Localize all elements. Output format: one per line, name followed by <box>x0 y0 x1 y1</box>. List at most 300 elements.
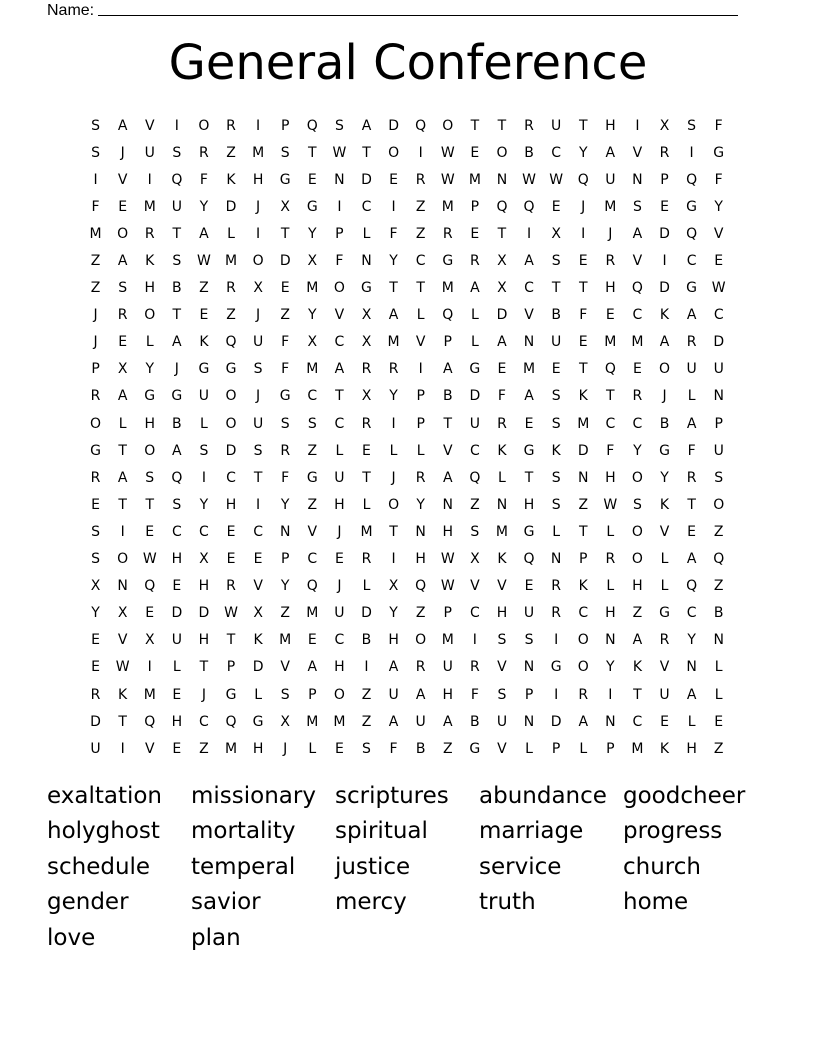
word-list-item: spiritual <box>335 818 428 845</box>
name-underline <box>98 15 738 16</box>
grid-letter: Z <box>361 713 372 730</box>
grid-letter: E <box>91 632 100 649</box>
grid-letter: A <box>117 253 128 270</box>
word-list-item: exaltation <box>47 782 163 809</box>
grid-letter: S <box>632 496 642 513</box>
grid-letter: Q <box>686 225 698 242</box>
grid-letter: Z <box>713 578 724 595</box>
grid-letter: O <box>713 496 725 513</box>
grid-letter: W <box>440 551 455 568</box>
grid-letter: L <box>416 307 425 324</box>
word-list-item: truth <box>479 889 536 916</box>
grid-letter: D <box>388 117 399 134</box>
grid-letter: V <box>659 659 670 676</box>
grid-letter: X <box>361 334 372 351</box>
grid-letter: Q <box>306 117 318 134</box>
grid-letter: F <box>606 442 615 459</box>
grid-letter: U <box>659 686 670 703</box>
grid-letter: Y <box>389 253 398 270</box>
grid-letter: M <box>387 334 400 351</box>
grid-letter: L <box>362 225 371 242</box>
grid-letter: Y <box>633 442 642 459</box>
grid-letter: R <box>361 361 372 378</box>
grid-letter: W <box>440 144 455 161</box>
word-list-item: love <box>47 924 96 951</box>
grid-letter: M <box>306 361 319 378</box>
grid-letter: U <box>551 117 562 134</box>
grid-letter: H <box>388 632 399 649</box>
grid-letter: A <box>497 334 507 351</box>
grid-letter: G <box>469 361 481 378</box>
grid-letter: E <box>605 307 615 324</box>
word-list-item: goodcheer <box>623 782 746 809</box>
grid-letter: N <box>523 659 535 676</box>
grid-letter: T <box>578 361 588 378</box>
grid-letter: S <box>362 740 371 757</box>
grid-letter: Y <box>714 198 723 215</box>
grid-letter: C <box>307 551 318 568</box>
grid-letter: A <box>415 686 426 703</box>
puzzle-title: General Conference <box>168 35 648 91</box>
grid-letter: E <box>307 632 317 649</box>
grid-letter: I <box>337 198 342 215</box>
grid-letter: A <box>117 469 128 486</box>
grid-letter: B <box>659 415 670 432</box>
grid-letter: O <box>631 523 643 540</box>
grid-letter: C <box>632 415 643 432</box>
grid-letter: J <box>256 388 261 405</box>
grid-letter: A <box>524 388 534 405</box>
grid-letter: M <box>468 171 481 188</box>
grid-letter: B <box>415 740 426 757</box>
grid-letter: Q <box>144 713 156 730</box>
grid-letter: J <box>608 225 613 242</box>
grid-letter: O <box>144 307 156 324</box>
grid-letter: M <box>306 280 319 297</box>
grid-letter: A <box>334 361 345 378</box>
grid-letter: O <box>496 144 508 161</box>
grid-letter: F <box>281 469 290 486</box>
grid-letter: E <box>172 686 182 703</box>
grid-letter: M <box>441 632 454 649</box>
grid-letter: F <box>714 171 723 188</box>
grid-letter: W <box>332 144 347 161</box>
grid-letter: P <box>551 740 561 757</box>
grid-letter: R <box>524 117 534 134</box>
grid-letter: Y <box>280 578 290 595</box>
grid-letter: T <box>578 523 588 540</box>
grid-letter: E <box>714 253 724 270</box>
grid-letter: F <box>714 117 723 134</box>
grid-letter: H <box>334 659 345 676</box>
grid-letter: T <box>199 659 209 676</box>
grid-letter: S <box>497 632 507 649</box>
grid-letter: M <box>441 198 454 215</box>
grid-letter: C <box>253 523 263 540</box>
grid-letter: R <box>659 632 670 649</box>
grid-letter: D <box>90 713 101 730</box>
grid-letter: L <box>470 334 479 351</box>
grid-letter: R <box>551 578 561 595</box>
grid-letter: R <box>469 253 480 270</box>
grid-letter: W <box>440 171 455 188</box>
grid-letter: R <box>388 361 399 378</box>
grid-letter: I <box>418 361 423 378</box>
grid-letter: O <box>333 280 345 297</box>
grid-letter: L <box>254 686 263 703</box>
grid-letter: D <box>171 605 183 622</box>
grid-letter: I <box>581 225 586 242</box>
grid-letter: R <box>415 171 426 188</box>
grid-letter: Z <box>280 307 290 324</box>
grid-letter: W <box>142 551 157 568</box>
grid-letter: F <box>281 361 290 378</box>
grid-letter: D <box>225 442 237 459</box>
grid-letter: T <box>335 388 344 405</box>
grid-letter: T <box>524 469 534 486</box>
grid-letter: A <box>524 253 534 270</box>
grid-letter: H <box>415 551 426 568</box>
grid-letter: H <box>171 713 183 730</box>
grid-letter: X <box>90 578 101 595</box>
grid-letter: P <box>606 740 615 757</box>
grid-letter: N <box>496 496 508 513</box>
grid-letter: R <box>90 469 101 486</box>
grid-letter: X <box>659 117 670 134</box>
grid-letter: D <box>496 307 508 324</box>
grid-letter: M <box>279 632 292 649</box>
grid-letter: Y <box>389 388 398 405</box>
grid-letter: R <box>415 659 426 676</box>
grid-letter: Z <box>442 740 453 757</box>
grid-letter: P <box>443 605 452 622</box>
grid-letter: I <box>554 686 559 703</box>
grid-letter: S <box>172 253 182 270</box>
grid-letter: R <box>469 659 480 676</box>
grid-letter: T <box>280 225 290 242</box>
grid-letter: J <box>120 144 125 161</box>
grid-letter: V <box>144 740 155 757</box>
grid-letter: X <box>307 334 318 351</box>
grid-letter: C <box>171 523 182 540</box>
grid-letter: T <box>470 117 480 134</box>
grid-letter: U <box>171 632 182 649</box>
grid-letter: H <box>442 523 454 540</box>
grid-letter: T <box>389 523 398 540</box>
grid-letter: A <box>686 415 697 432</box>
grid-letter: U <box>551 334 562 351</box>
grid-letter: O <box>388 144 400 161</box>
grid-letter: K <box>659 307 670 324</box>
grid-letter: J <box>662 388 667 405</box>
grid-letter: K <box>226 171 236 188</box>
grid-letter: S <box>551 496 561 513</box>
grid-letter: Z <box>470 496 480 513</box>
grid-letter: Y <box>308 225 317 242</box>
grid-letter: Z <box>199 740 209 757</box>
grid-letter: R <box>90 388 101 405</box>
grid-letter: L <box>660 551 669 568</box>
grid-letter: T <box>118 442 127 459</box>
grid-letter: Q <box>225 334 237 351</box>
grid-letter: W <box>197 253 211 270</box>
grid-letter: D <box>659 225 670 242</box>
grid-letter: K <box>551 442 561 459</box>
grid-letter: G <box>686 198 698 215</box>
grid-letter: U <box>388 686 399 703</box>
grid-letter: G <box>252 713 264 730</box>
grid-letter: L <box>470 307 479 324</box>
grid-letter: M <box>604 198 617 215</box>
grid-letter: C <box>578 605 589 622</box>
grid-letter: T <box>633 686 642 703</box>
grid-letter: Q <box>604 361 616 378</box>
grid-letter: G <box>686 280 698 297</box>
grid-letter: K <box>497 551 507 568</box>
grid-letter: W <box>522 171 536 188</box>
grid-letter: F <box>281 334 290 351</box>
name-label: Name: <box>47 2 95 19</box>
grid-letter: N <box>415 523 426 540</box>
grid-letter: Y <box>280 496 290 513</box>
grid-letter: O <box>631 469 643 486</box>
grid-letter: S <box>524 632 534 649</box>
grid-letter: T <box>578 117 588 134</box>
grid-letter: V <box>117 171 128 188</box>
grid-letter: E <box>226 551 236 568</box>
grid-letter: H <box>605 605 616 622</box>
grid-letter: E <box>632 361 642 378</box>
grid-letter: R <box>144 225 155 242</box>
grid-letter: K <box>497 442 507 459</box>
grid-letter: P <box>308 686 317 703</box>
grid-letter: V <box>497 659 507 676</box>
grid-letter: L <box>362 578 371 595</box>
grid-letter: T <box>172 225 182 242</box>
grid-letter: I <box>418 144 423 161</box>
grid-letter: E <box>687 523 697 540</box>
grid-letter: K <box>659 740 670 757</box>
grid-letter: N <box>550 551 562 568</box>
grid-letter: H <box>523 496 535 513</box>
grid-letter: O <box>252 253 264 270</box>
grid-letter: R <box>415 469 426 486</box>
grid-letter: B <box>172 280 182 297</box>
grid-letter: T <box>389 280 398 297</box>
grid-letter: E <box>714 713 724 730</box>
grid-letter: P <box>416 388 425 405</box>
grid-letter: Z <box>199 280 209 297</box>
grid-letter: T <box>172 307 182 324</box>
word-list-item: holyghost <box>47 818 160 845</box>
grid-letter: G <box>225 361 237 378</box>
grid-letter: U <box>713 361 724 378</box>
grid-letter: H <box>225 496 237 513</box>
grid-letter: Y <box>660 469 669 486</box>
grid-letter: N <box>117 578 128 595</box>
letter-grid <box>82 112 732 762</box>
grid-letter: G <box>90 442 101 459</box>
grid-letter: C <box>632 307 643 324</box>
grid-letter: V <box>253 578 263 595</box>
grid-letter: T <box>497 117 507 134</box>
grid-letter: X <box>470 551 480 568</box>
grid-letter: H <box>334 496 345 513</box>
grid-letter: E <box>334 740 344 757</box>
grid-letter: R <box>686 334 697 351</box>
grid-letter: D <box>659 280 670 297</box>
grid-letter: X <box>497 280 507 297</box>
grid-letter: H <box>252 740 264 757</box>
grid-letter: N <box>713 632 724 649</box>
grid-letter: C <box>361 198 372 215</box>
grid-letter: Y <box>199 198 209 215</box>
grid-letter: S <box>118 280 128 297</box>
grid-letter: M <box>604 334 617 351</box>
grid-letter: K <box>118 686 128 703</box>
grid-letter: V <box>307 523 318 540</box>
grid-letter: N <box>577 469 589 486</box>
grid-letter: I <box>391 198 396 215</box>
grid-letter: A <box>442 469 453 486</box>
grid-letter: T <box>497 225 507 242</box>
grid-letter: U <box>442 659 453 676</box>
grid-letter: N <box>605 632 616 649</box>
grid-letter: D <box>225 198 237 215</box>
grid-letter: S <box>632 198 642 215</box>
grid-letter: F <box>470 686 479 703</box>
grid-letter: E <box>307 171 317 188</box>
grid-letter: I <box>174 117 179 134</box>
grid-letter: T <box>253 469 263 486</box>
grid-letter: G <box>198 361 210 378</box>
grid-letter: G <box>279 388 291 405</box>
grid-letter: H <box>605 469 616 486</box>
grid-letter: A <box>605 144 616 161</box>
grid-letter: Y <box>578 144 588 161</box>
grid-letter: E <box>524 578 534 595</box>
grid-letter: B <box>470 713 480 730</box>
grid-letter: L <box>308 740 317 757</box>
grid-letter: K <box>145 253 155 270</box>
grid-letter: E <box>578 253 588 270</box>
grid-letter: C <box>226 469 236 486</box>
grid-letter: H <box>198 632 210 649</box>
grid-letter: Q <box>306 578 318 595</box>
grid-letter: R <box>659 144 670 161</box>
grid-letter: I <box>526 225 532 242</box>
grid-letter: T <box>687 496 696 513</box>
grid-letter: L <box>606 578 615 595</box>
grid-letter: H <box>198 578 210 595</box>
grid-letter: Z <box>713 740 724 757</box>
grid-letter: E <box>226 523 236 540</box>
grid-letter: W <box>603 496 618 513</box>
grid-letter: I <box>635 117 640 134</box>
grid-letter: T <box>226 632 236 649</box>
grid-letter: M <box>495 523 508 540</box>
grid-letter: M <box>89 225 102 242</box>
grid-letter: Z <box>226 307 236 324</box>
grid-letter: N <box>605 713 616 730</box>
grid-letter: I <box>120 523 125 540</box>
word-list <box>47 778 767 956</box>
grid-letter: N <box>713 388 724 405</box>
grid-letter: E <box>91 659 100 676</box>
grid-letter: R <box>632 388 643 405</box>
grid-letter: P <box>714 415 723 432</box>
grid-letter: L <box>362 496 371 513</box>
grid-letter: K <box>578 578 588 595</box>
word-list-item: schedule <box>47 853 151 880</box>
grid-letter: A <box>172 442 182 459</box>
grid-letter: P <box>579 551 588 568</box>
grid-letter: U <box>252 415 264 432</box>
grid-letter: U <box>171 198 182 215</box>
grid-letter: N <box>279 523 291 540</box>
grid-letter: K <box>578 388 588 405</box>
grid-letter: U <box>252 334 264 351</box>
grid-letter: V <box>632 144 643 161</box>
grid-letter: G <box>442 253 454 270</box>
grid-letter: G <box>144 388 156 405</box>
grid-letter: M <box>224 740 238 757</box>
grid-letter: L <box>687 713 696 730</box>
grid-letter: V <box>659 523 670 540</box>
grid-letter: A <box>199 225 209 242</box>
grid-letter: J <box>337 523 342 540</box>
grid-letter: Z <box>415 225 426 242</box>
grid-letter: Z <box>90 280 101 297</box>
grid-letter: J <box>391 469 396 486</box>
grid-letter: E <box>145 523 155 540</box>
grid-letter: U <box>334 605 345 622</box>
grid-letter: U <box>144 144 155 161</box>
grid-letter: M <box>224 253 238 270</box>
grid-letter: A <box>442 713 453 730</box>
grid-letter: I <box>256 496 261 513</box>
grid-letter: X <box>388 578 399 595</box>
grid-letter: T <box>362 469 371 486</box>
grid-letter: Q <box>686 171 698 188</box>
grid-letter: U <box>334 469 345 486</box>
grid-letter: T <box>416 280 425 297</box>
grid-letter: I <box>472 632 477 649</box>
grid-letter: I <box>662 253 667 270</box>
name-field <box>47 0 747 20</box>
grid-letter: Q <box>171 171 183 188</box>
grid-letter: L <box>172 659 181 676</box>
grid-letter: A <box>470 280 480 297</box>
grid-letter: X <box>497 253 507 270</box>
grid-letter: R <box>442 225 453 242</box>
grid-letter: S <box>551 469 561 486</box>
grid-letter: A <box>361 117 372 134</box>
grid-letter: V <box>497 578 507 595</box>
grid-letter: A <box>578 713 589 730</box>
grid-letter: A <box>442 361 453 378</box>
grid-letter: C <box>686 253 697 270</box>
grid-letter: A <box>388 659 399 676</box>
grid-letter: C <box>713 307 724 324</box>
grid-letter: G <box>361 280 372 297</box>
grid-letter: Z <box>90 253 101 270</box>
grid-letter: T <box>606 388 615 405</box>
grid-letter: O <box>198 117 210 134</box>
grid-letter: Z <box>713 523 724 540</box>
grid-letter: J <box>283 740 288 757</box>
grid-letter: T <box>118 496 127 513</box>
